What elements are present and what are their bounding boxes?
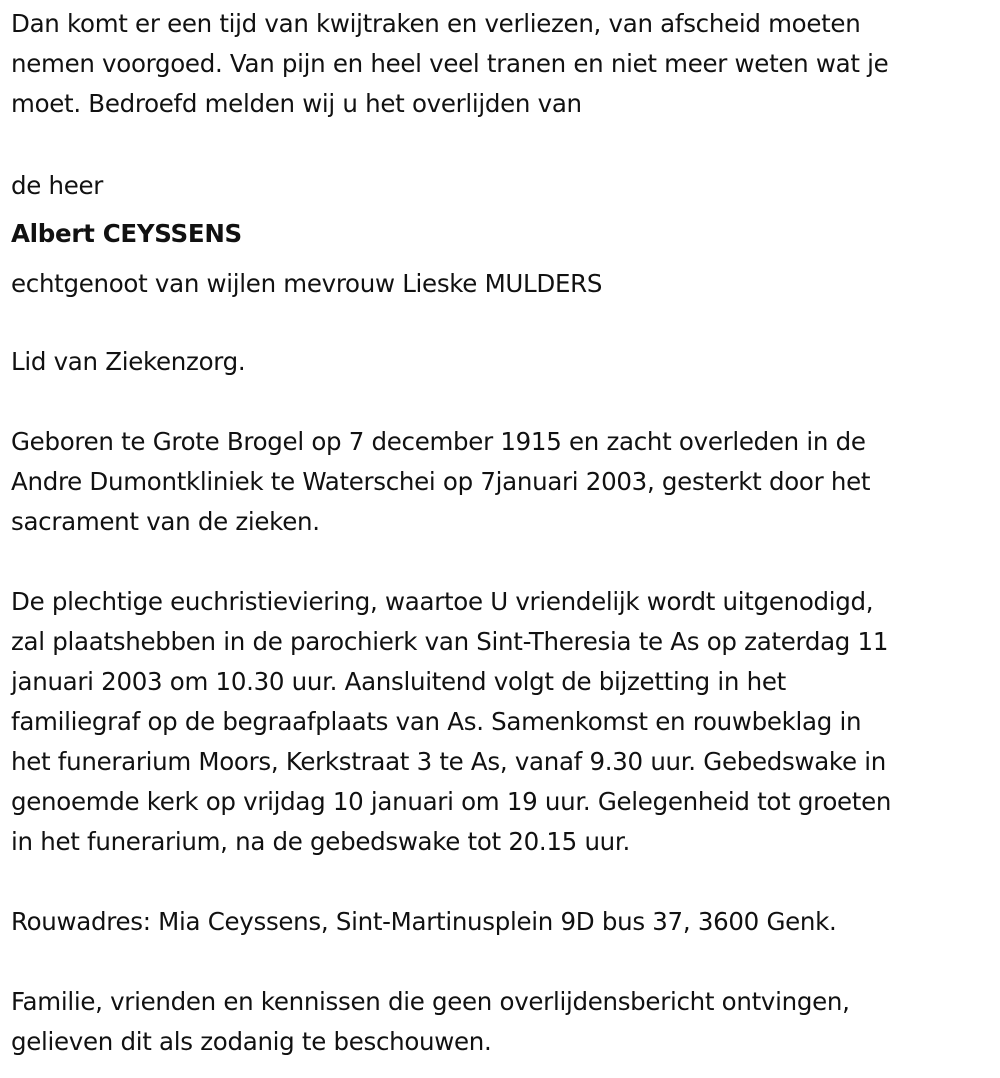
closing-line: gelieven dit als zodanig te beschouwen. [11,1027,492,1056]
title-prefix: de heer [11,171,104,200]
ceremony-line: in het funerarium, na de gebedswake tot 20.15 uur. [11,827,630,856]
birth-death-line: Andre Dumontkliniek te Waterschei op 7januari 2003, gesterkt door het [11,467,871,496]
intro-paragraph [11,4,888,124]
birth-death-line: sacrament van de zieken. [11,507,320,536]
ceremony-line: familiegraf op de begraafplaats van As. Samenkomst en rouwbeklag in [11,707,862,736]
intro-line: nemen voorgoed. Van pijn en heel veel tranen en niet meer weten wat je [11,49,889,78]
spouse-line: echtgenoot van wijlen mevrouw Lieske MULDERS [11,269,603,298]
deceased-name: Albert CEYSSENS [11,219,242,248]
ceremony-line: zal plaatshebben in de parochierk van Sint-Theresia te As op zaterdag 11 [11,627,889,656]
ceremony-line: het funerarium Moors, Kerkstraat 3 te As, vanaf 9.30 uur. Gebedswake in [11,747,886,776]
intro-line: moet. Bedroefd melden wij u het overlijden van [11,89,582,118]
birth-death-line: Geboren te Grote Brogel op 7 december 1915 en zacht overleden in de [11,427,866,456]
intro-line: Dan komt er een tijd van kwijtraken en verliezen, van afscheid moeten [11,9,861,38]
closing-line: Familie, vrienden en kennissen die geen overlijdensbericht ontvingen, [11,987,850,1016]
ceremony-paragraph [11,582,891,862]
ceremony-line: genoemde kerk op vrijdag 10 januari om 19 uur. Gelegenheid tot groeten [11,787,892,816]
ceremony-line: januari 2003 om 10.30 uur. Aansluitend volgt de bijzetting in het [11,667,786,696]
membership-line: Lid van Ziekenzorg. [11,347,246,376]
birth-death-paragraph [11,422,870,542]
closing-paragraph [11,982,850,1062]
ceremony-line: De plechtige euchristieviering, waartoe U vriendelijk wordt uitgenodigd, [11,587,874,616]
mourning-address: Rouwadres: Mia Ceyssens, Sint-Martinusplein 9D bus 37, 3600 Genk. [11,907,837,936]
